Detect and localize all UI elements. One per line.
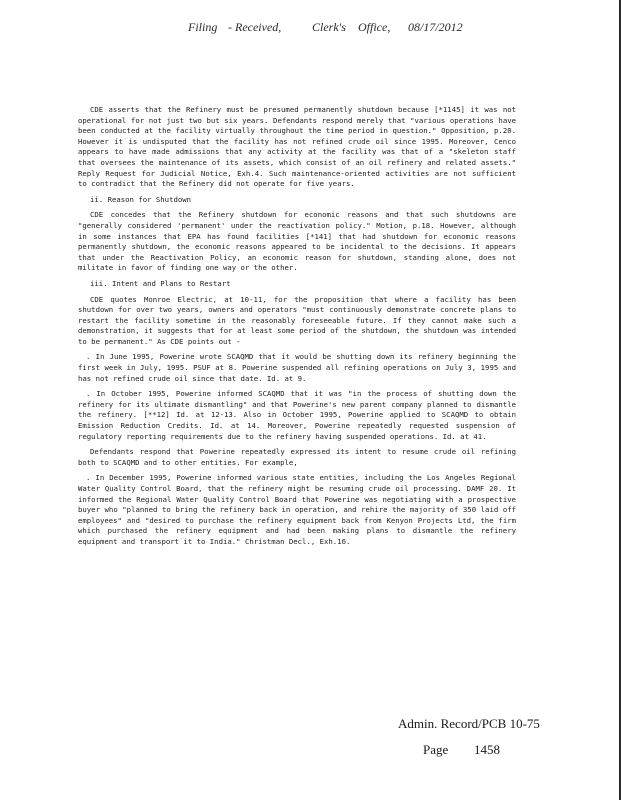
heading-reason-for-shutdown: ii. Reason for Shutdown	[90, 194, 192, 204]
heading-intent-plans: iii. Intent and Plans to Restart	[90, 278, 231, 288]
list-item-june-1995: . In June 1995, Powerine wrote SCAQMD that it would be shutting down its refinery beginning the first week in July, 1995. PSUF at 8. Powerine suspended all refining operations on July 3, 1995 and has not refined crude oil since that date. Id. at 9.	[78, 352, 516, 383]
admin-record-label: Admin. Record/PCB 10-75	[398, 716, 540, 731]
list-item-october-1995: . In October 1995, Powerine informed SCAQMD that it was "in the process of shutting down the refinery for its ultimate dismantling" and that Powerine's new parent company planned to dismantle the refinery. [**12] Id. at 12-13. Also in October 1995, Powerine applied to SCAQMD to obtain Emission Reduction Credits. Id. at 14. Moreover, Powerine repeatedly requested suspension of regulatory reporting requirements due to the refinery having suspended operations. Id. at 41.	[78, 389, 516, 441]
page-label: Page	[423, 742, 449, 757]
body-text	[78, 105, 516, 553]
list-item-december-1995: . In December 1995, Powerine informed various state entities, including the Los Angeles Regional Water Quality Control Board, that the refinery might be resuming crude oil processing. DAMF 20. It informed the Regional Water Quality Control Board that Powerine was negotiating with a prospective buyer who "planned to bring the refinery back in operation, and rehire the majority of 350 laid off employees" and "desired to purchase the refinery equipment back from Kenyon Projects Ltd, the firm which purchased the refinery equipment and had been making plans to dismantle the refinery equipment and transport it to India." Christman Decl., Exh.16.	[78, 473, 516, 546]
stamp-office: Office,	[358, 20, 391, 34]
paragraph-defendants-respond: Defendants respond that Powerine repeatedly expressed its intent to resume crude oil refining both to SCAQMD and to other entities. For example,	[78, 447, 516, 467]
stamp-filing: Filing	[188, 20, 218, 34]
stamp-date: 08/17/2012	[408, 20, 463, 34]
filing-stamp	[188, 20, 488, 36]
paragraph-reason: CDE concedes that the Refinery shutdown for economic reasons and that such shutdowns are "generally considered 'permanent' under the reactivation policy." Motion, p.18. However, although in some instances that EPA has found facilities [*141] that had shutdown for economic reasons permanently shutdown, the economic reasons appeared to be incidental to the decisions. It appears that under the Reactivation Policy, an economic reason for shutdown, standing alone, does not militate in favor of finding one way or the other.	[78, 210, 516, 273]
page-number: 1458	[474, 742, 500, 757]
stamp-received: - Received,	[228, 20, 282, 34]
paragraph-cde-assertion: CDE asserts that the Refinery must be presumed permanently shutdown because [*1145] it was not operational for not just two but six years. Defendants respond merely that "various operations have been conducted at the facility virtually throughout the time period in question." Opposition, p.20. However it is undisputed that the facility has not refined crude oil since 1995. Moreover, Cenco appears to have made admissions that any activity at the facility was that of a "skeleton staff that oversees the maintenance of its assets, which consist of an oil refinery and related assets." Reply Request for Judicial Notice, Exh.4. Such maintenance-oriented activities are not sufficient to contradict that the Refinery did not operate for five years.	[78, 105, 516, 189]
stamp-clerks: Clerk's	[312, 20, 346, 34]
paragraph-monroe: CDE quotes Monroe Electric, at 10-11, for the proposition that where a facility has been shutdown for over two years, owners and operators "must continuously demonstrate concrete plans to restart the facility sometime in the reasonably foreseeable future. If they cannot make such a demonstration, it suggests that for at least some period of the shutdown, the shutdown was intended to be permanent." As CDE points out -	[78, 294, 516, 346]
